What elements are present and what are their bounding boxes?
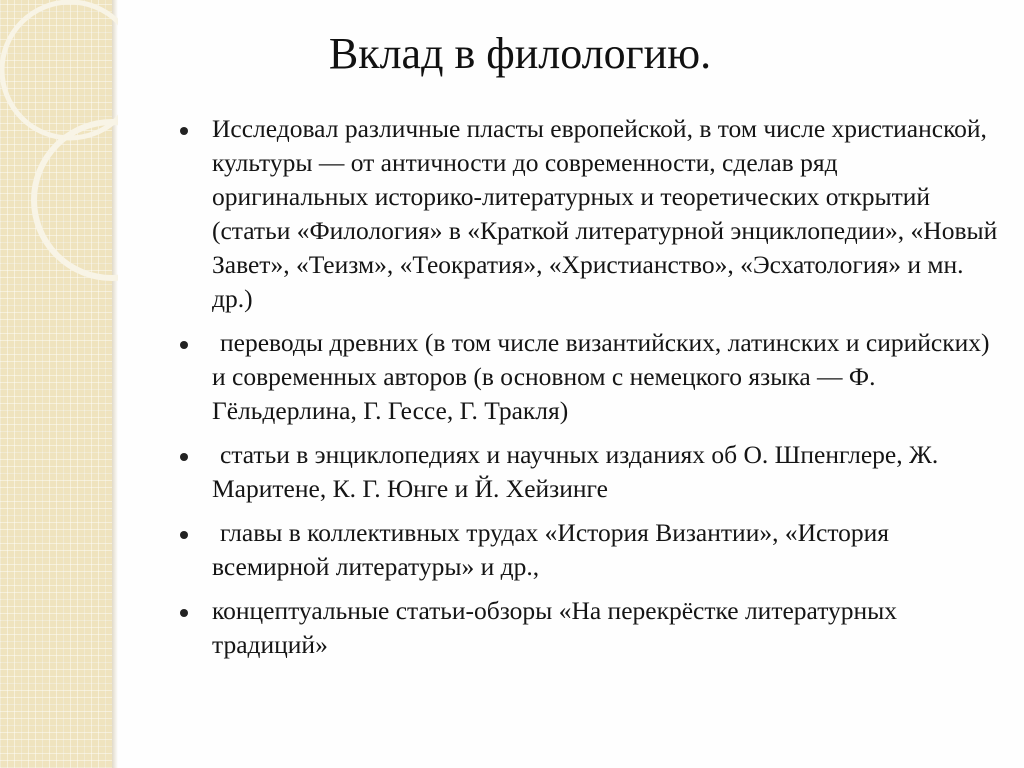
bullet-text: концептуальные статьи-обзоры «На перекрёстке литературных традиций»	[212, 596, 898, 659]
list-item	[180, 438, 1000, 506]
bullet-text: статьи в энциклопедиях и научных изданиях об О. Шпенглере, Ж. Маритене, К. Г. Юнге и Й. Хейзинге	[212, 440, 939, 503]
bullet-icon	[180, 531, 188, 539]
slide-title: Вклад в филологию.	[328, 29, 712, 78]
decor-circle-upper	[2, 2, 118, 138]
bullet-text: главы в коллективных трудах «История Византии», «История всемирной литературы» и др.,	[212, 518, 890, 581]
bullet-icon	[180, 453, 188, 461]
list-item	[180, 594, 1000, 662]
decorative-circles	[0, 0, 118, 768]
bullet-text: Исследовал различные пласты европейской, в том числе христианской, культуры — от античности до современности, сделав ряд оригинальных историко-литературных и теоретических открытий (статьи «Филология» в «Краткой литературной энциклопедии», «Новый Завет», «Теизм», «Теократия», «Христианство», «Эсхатология» и мн. др.)	[212, 114, 998, 313]
list-item	[180, 516, 1000, 584]
bullet-icon	[180, 341, 188, 349]
bullet-list	[180, 112, 1000, 672]
list-item	[180, 326, 1000, 428]
bullet-icon	[180, 127, 188, 135]
bullet-icon	[180, 609, 188, 617]
list-item	[180, 112, 1000, 316]
decor-circle-lower	[34, 122, 118, 278]
bullet-text: переводы древних (в том числе византийских, латинских и сирийских) и современных авторов (в основном с немецкого языка — Ф. Гёльдерлина, Г. Гессе, Г. Тракля)	[212, 328, 990, 425]
